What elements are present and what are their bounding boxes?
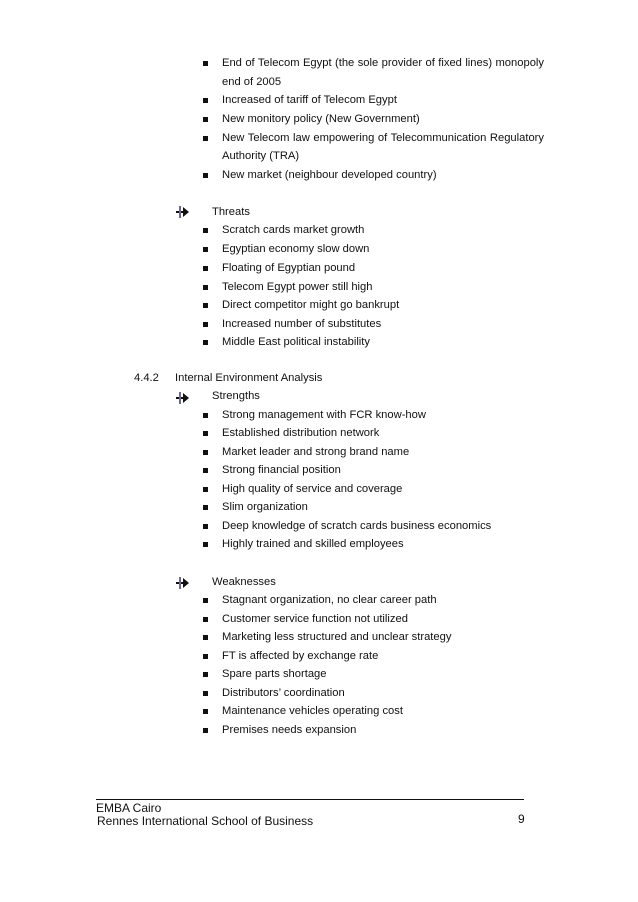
footer-line1: EMBA Cairo [96,801,162,815]
list-item: Maintenance vehicles operating cost [222,705,403,717]
list-item-continuation: Authority (TRA) [222,150,300,162]
bullet-icon [203,709,208,714]
list-item: FT is affected by exchange rate [222,650,379,662]
bullet-icon [203,505,208,510]
bullet-icon [203,691,208,696]
list-item: Spare parts shortage [222,668,327,680]
arrow-bullet-icon [176,392,190,404]
bullet-icon [203,322,208,327]
bullet-icon [203,117,208,122]
strengths-heading: Strengths [212,390,260,402]
bullet-icon [203,617,208,622]
list-item: Strong management with FCR know-how [222,409,426,421]
list-item: Direct competitor might go bankrupt [222,299,400,311]
list-item: Egyptian economy slow down [222,243,370,255]
bullet-icon [203,247,208,252]
list-item: Market leader and strong brand name [222,446,410,458]
list-item: Increased number of substitutes [222,318,382,330]
list-item: Established distribution network [222,427,380,439]
bullet-icon [203,524,208,529]
list-item-continuation: end of 2005 [222,76,282,88]
list-item: Slim organization [222,501,308,513]
list-item: High quality of service and coverage [222,483,403,495]
bullet-icon [203,285,208,290]
bullet-icon [203,98,208,103]
bullet-icon [203,266,208,271]
footer-line2: Rennes International School of Business [97,814,314,828]
list-item: Stagnant organization, no clear career path [222,594,437,606]
list-item: New market (neighbour developed country) [222,169,437,181]
list-item: Strong financial position [222,464,341,476]
bullet-icon [203,468,208,473]
page-number: 9 [518,812,525,826]
list-item: Marketing less structured and unclear strategy [222,631,452,643]
bullet-icon [203,173,208,178]
arrow-bullet-icon [176,577,190,589]
bullet-icon [203,340,208,345]
bullet-icon [203,431,208,436]
list-item: End of Telecom Egypt (the sole provider of fixed lines) monopoly [222,57,544,69]
list-item: Middle East political instability [222,336,370,348]
bullet-icon [203,598,208,603]
bullet-icon [203,487,208,492]
bullet-icon [203,61,208,66]
list-item: Increased of tariff of Telecom Egypt [222,94,397,106]
list-item: New monitory policy (New Government) [222,113,420,125]
bullet-icon [203,303,208,308]
bullet-icon [203,450,208,455]
bullet-icon [203,654,208,659]
bullet-icon [203,228,208,233]
list-item: Deep knowledge of scratch cards business economics [222,520,492,532]
list-item: Highly trained and skilled employees [222,538,404,550]
bullet-icon [203,672,208,677]
list-item: Telecom Egypt power still high [222,281,373,293]
list-item: Distributors’ coordination [222,687,345,699]
bullet-icon [203,136,208,141]
section-number: 4.4.2 [134,372,159,384]
list-item: Customer service function not utilized [222,613,408,625]
list-item: New Telecom law empowering of Telecommunication Regulatory [222,132,544,144]
threats-heading: Threats [212,206,250,218]
list-item: Floating of Egyptian pound [222,262,356,274]
list-item: Scratch cards market growth [222,224,365,236]
bullet-icon [203,635,208,640]
weaknesses-heading: Weaknesses [212,576,276,588]
bullet-icon [203,542,208,547]
footer-rule [96,799,524,800]
arrow-bullet-icon [176,206,190,218]
section-title: Internal Environment Analysis [175,372,323,384]
list-item: Premises needs expansion [222,724,357,736]
bullet-icon [203,728,208,733]
bullet-icon [203,413,208,418]
